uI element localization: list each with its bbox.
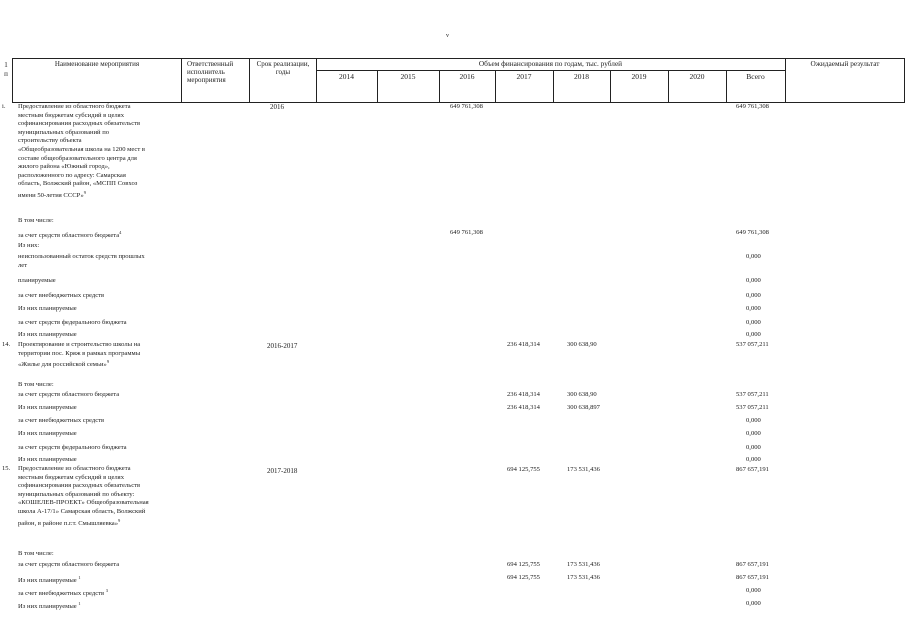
row-label: В том числе:: [18, 381, 54, 388]
section-title-line: софинансирования расходных обязательств: [18, 482, 141, 490]
value-total: 0,000: [746, 253, 761, 260]
value-total: 537 057,211: [736, 391, 769, 398]
header-year-2019: 2019: [631, 72, 647, 81]
value-total: 0,000: [746, 319, 761, 326]
value-total: 867 657,191: [736, 574, 769, 581]
row-label: за счет внебюджетных средств $^3$: [18, 588, 109, 597]
header-year-2017: 2017: [516, 72, 532, 81]
section-title-line: район, в районе п.г.т. Смышляевка»$^9$: [18, 517, 121, 527]
header-responsible: Ответственный исполнитель мероприятия: [187, 60, 234, 84]
header-total: Всего: [746, 72, 765, 81]
section-title-line: территории пос. Кряж в рамках программы: [18, 349, 141, 357]
value-2016: 649 761,308: [450, 229, 483, 236]
row-label: Из них планируемые: [18, 456, 77, 463]
section-title-line: местным бюджетам субсидий в целях: [18, 111, 125, 119]
row-label: В том числе:: [18, 550, 54, 557]
row-label: за счет внебюджетных средств: [18, 417, 105, 424]
row-label: Из них планируемые: [18, 404, 77, 411]
value-2018: 173 531,436: [567, 561, 600, 568]
row-label: за счет средств областного бюджета$^4$: [18, 230, 122, 239]
row-label: Из них планируемые: [18, 430, 77, 437]
header-year-2020: 2020: [689, 72, 705, 81]
value-2017: 694 125,755: [507, 466, 540, 473]
header-year-2018: 2018: [574, 72, 589, 81]
value-total: 537 057,211: [736, 404, 769, 411]
section-title-line: расположенного по адресу: Самарская: [18, 171, 126, 179]
section-title-line: «Жилье для российской семьи»$^9$: [18, 359, 110, 369]
row-label: Из них планируемые: [18, 331, 77, 338]
section-title-line: «Общеобразовательная школа на 1200 мест в: [18, 146, 145, 153]
value-2017: 236 418,314: [507, 341, 540, 348]
value-total: 649 761,308: [736, 229, 769, 236]
row-label-cont: лет: [18, 261, 28, 269]
header-name: Наименование мероприятия: [54, 60, 140, 68]
row-label: за счет средств областного бюджета: [18, 391, 120, 398]
row-label: Из них:: [18, 242, 40, 249]
row-label: за счет внебюджетных средств: [18, 292, 105, 299]
value-total: 0,000: [746, 430, 761, 437]
value-total: 649 761,308: [736, 103, 769, 110]
row-label: за счет средств федерального бюджета: [18, 319, 127, 326]
section-title-line: Проектирование и строительство школы на: [18, 341, 141, 348]
value-2017: 236 418,314: [507, 404, 540, 411]
section-number: 15.: [2, 465, 11, 472]
value-total: 0,000: [746, 277, 761, 284]
section-period: 2016-2017: [267, 342, 298, 350]
row-label: планируемые: [18, 277, 56, 284]
value-total: 867 657,191: [736, 466, 769, 473]
header-result: Ожидаемый результат: [810, 59, 880, 68]
row-label: за счет средств федерального бюджета: [18, 444, 127, 451]
value-total: 867 657,191: [736, 561, 769, 568]
section-title-line: муниципальных образований по объекту:: [18, 490, 135, 498]
value-2018: 300 638,90: [567, 341, 597, 348]
value-total: 0,000: [746, 456, 761, 463]
header-year-2016: 2016: [459, 72, 475, 81]
section-number: i.: [2, 103, 6, 110]
value-2018: 300 638,897: [567, 404, 600, 411]
value-total: 0,000: [746, 417, 761, 424]
value-total: 0,000: [746, 444, 761, 451]
section-title-line: область, Волжский район, «МСПП Совхоз: [18, 180, 138, 188]
row-label: Из них планируемые $^1$: [18, 575, 81, 584]
page-mark: v: [446, 33, 449, 39]
row-label: В том числе:: [18, 217, 54, 224]
value-total: 0,000: [746, 600, 761, 607]
header-year-2015: 2015: [400, 72, 416, 81]
section-title-line: имени 50-летия СССР»$^9$: [18, 190, 87, 199]
header-funding: Объем финансирования по годам, тыс. рублей: [478, 59, 623, 68]
section-title-line: составе общеобразовательного центра для: [18, 154, 137, 162]
value-2017: 236 418,314: [507, 391, 540, 398]
value-2018: 173 531,436: [567, 574, 600, 581]
header-period: Срок реализации, годы: [256, 60, 310, 76]
section-title-line: софинансирования расходных обязательств: [18, 120, 141, 128]
row-label: за счет средств областного бюджета: [18, 561, 120, 568]
header-no-2: п: [4, 70, 8, 78]
section-title-line: Предоставление из областного бюджета: [18, 103, 131, 110]
value-total: 0,000: [746, 587, 761, 594]
header-year-2014: 2014: [339, 72, 354, 81]
section-title-line: Предоставление из областного бюджета: [18, 465, 131, 472]
value-2018: 173 531,436: [567, 466, 600, 473]
section-title-line: «КОШЕЛЕВ-ПРОЕКТ» Общеобразовательная: [18, 499, 149, 507]
value-2017: 694 125,755: [507, 574, 540, 581]
row-label: Из них планируемые: [18, 305, 77, 312]
row-label: неиспользованный остаток средств прошлых: [18, 253, 145, 260]
section-title-line: жилого района «Южный город»,: [18, 163, 110, 171]
value-total: 0,000: [746, 305, 761, 312]
value-2016: 649 761,308: [450, 103, 483, 110]
section-title-line: строительству объекта: [18, 137, 82, 145]
section-title-line: школа А-17/1» Самарская область, Волжский: [18, 508, 146, 515]
value-total: 537 057,211: [736, 341, 769, 348]
value-total: 0,000: [746, 331, 761, 338]
section-period: 2016: [270, 103, 284, 111]
row-label: Из них планируемые $^1$: [18, 601, 81, 610]
value-2017: 694 125,755: [507, 561, 540, 568]
section-title-line: местным бюджетам субсидий в целях: [18, 473, 125, 481]
value-2018: 300 638,90: [567, 391, 597, 398]
value-total: 0,000: [746, 292, 761, 299]
header-no-1: 1: [4, 61, 8, 69]
section-period: 2017-2018: [267, 467, 298, 475]
section-number: 14.: [2, 341, 11, 348]
section-title-line: муниципальных образований по: [18, 128, 110, 136]
